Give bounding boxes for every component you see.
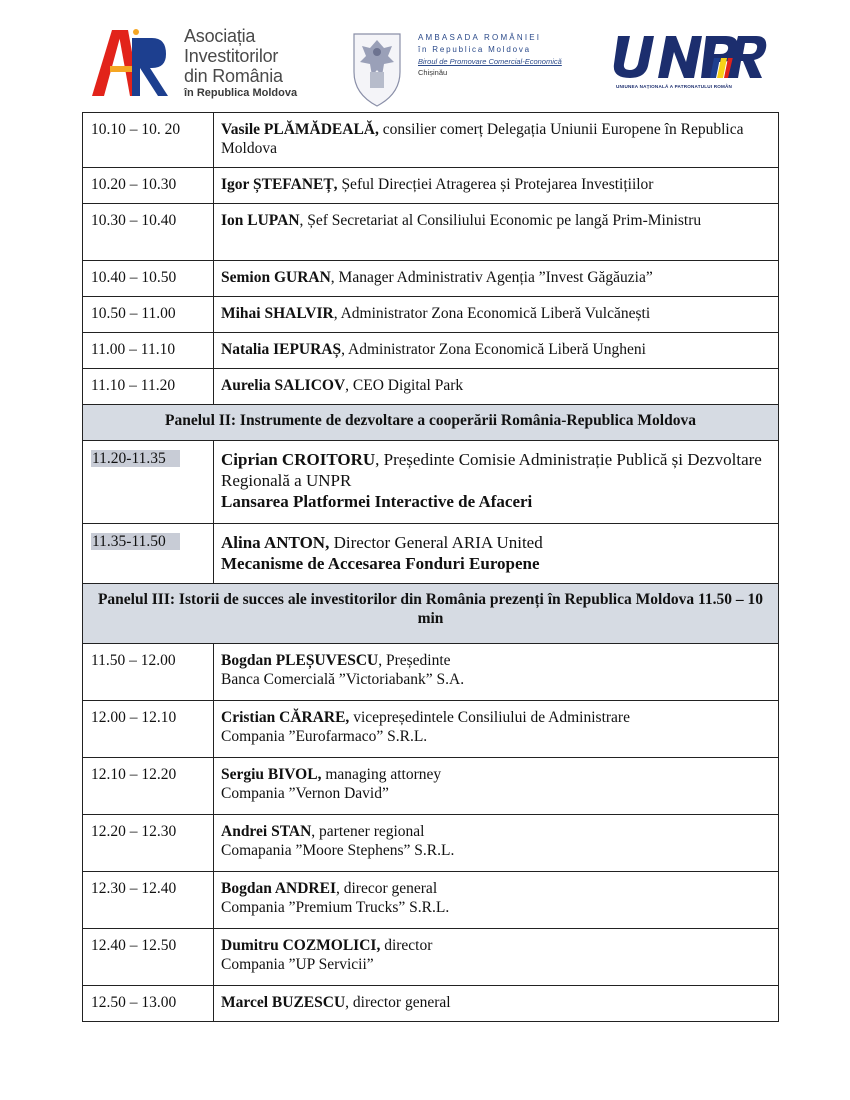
agenda-row <box>83 929 779 986</box>
coat-of-arms-icon <box>348 28 406 108</box>
agenda-row <box>83 369 779 405</box>
speaker-cell <box>214 333 779 369</box>
agenda-table <box>82 112 779 1022</box>
embassy-city: Chișinău <box>418 68 448 77</box>
speaker-cell <box>214 113 779 168</box>
company-name: Compania ”Premium Trucks” S.R.L. <box>221 899 450 916</box>
page-header <box>0 0 850 112</box>
speaker-role: , director general <box>345 994 451 1011</box>
speaker-role: director <box>380 937 433 954</box>
speaker-cell <box>214 441 779 524</box>
time-slot: 12.30 – 12.40 <box>83 872 214 929</box>
time-slot: 10.20 – 10.30 <box>83 168 214 204</box>
air-name-line-1: Asociația <box>184 26 256 46</box>
time-slot: 12.50 – 13.00 <box>83 986 214 1022</box>
speaker-role: Director General ARIA United <box>329 533 543 552</box>
speaker-name: Andrei STAN <box>221 823 312 840</box>
agenda-row <box>83 758 779 815</box>
speaker-name: Alina ANTON, <box>221 533 330 552</box>
speaker-name: Bogdan PLEȘUVESCU <box>221 652 379 669</box>
air-name-line-2: Investitorilor <box>184 46 279 66</box>
speaker-cell <box>214 758 779 815</box>
speaker-name: Natalia IEPURAȘ <box>221 341 342 358</box>
speaker-cell <box>214 369 779 405</box>
time-slot: 10.50 – 11.00 <box>83 297 214 333</box>
agenda-row <box>83 701 779 758</box>
speaker-role: , Administrator Zona Economică Liberă Ungheni <box>341 341 646 358</box>
agenda-row <box>83 261 779 297</box>
panel-3-title: Panelul III: Istorii de succes ale investitorilor din România prezenți în Republica Moldova 11.50 – 10 min <box>83 584 779 644</box>
speaker-role: , Administrator Zona Economică Liberă Vulcănești <box>333 305 651 322</box>
embassy-title: AMBASADA ROMÂNIEI <box>418 33 542 42</box>
time-slot: 12.40 – 12.50 <box>83 929 214 986</box>
agenda-row <box>83 872 779 929</box>
speaker-cell <box>214 929 779 986</box>
company-name: Compania ”Vernon David” <box>221 785 389 802</box>
company-name: Banca Comercială ”Victoriabank” S.A. <box>221 671 465 688</box>
time-slot <box>83 441 214 524</box>
company-name: Compania ”Eurofarmaco” S.R.L. <box>221 728 428 745</box>
speaker-cell <box>214 986 779 1022</box>
agenda-row <box>83 113 779 168</box>
speaker-name: Semion GURAN <box>221 269 331 286</box>
time-slot: 12.10 – 12.20 <box>83 758 214 815</box>
speaker-role: , direcor general <box>336 880 438 897</box>
panel-header-row <box>83 584 779 644</box>
speaker-role: , Șef Secretariat al Consiliului Economic pe langă Prim-Ministru <box>299 212 702 229</box>
time-slot: 10.10 – 10. 20 <box>83 113 214 168</box>
air-logo-mark-icon <box>88 26 172 98</box>
air-name-line-4: în Republica Moldova <box>184 87 298 99</box>
unpr-logo <box>610 28 770 96</box>
session-topic: Lansarea Platformei Interactive de Afaceri <box>221 492 533 511</box>
agenda-row <box>83 644 779 701</box>
time-slot: 11.50 – 12.00 <box>83 644 214 701</box>
company-name: Comapania ”Moore Stephens” S.R.L. <box>221 842 455 859</box>
speaker-role: vicepreședintele Consiliului de Administrare <box>349 709 630 726</box>
speaker-cell <box>214 204 779 261</box>
speaker-cell <box>214 297 779 333</box>
time-slot <box>83 524 214 584</box>
agenda-row <box>83 168 779 204</box>
unpr-caption: UNIUNEA NAȚIONALĂ A PATRONATULUI ROMÂN <box>616 84 733 89</box>
speaker-role: managing attorney <box>321 766 442 783</box>
speaker-cell <box>214 261 779 297</box>
time-slot: 11.00 – 11.10 <box>83 333 214 369</box>
time-slot: 10.30 – 10.40 <box>83 204 214 261</box>
speaker-cell <box>214 168 779 204</box>
speaker-role: , CEO Digital Park <box>345 377 464 394</box>
speaker-name: Dumitru COZMOLICI, <box>221 937 381 954</box>
speaker-name: Vasile PLĂMĂDEALĂ, <box>221 121 379 138</box>
agenda-row <box>83 333 779 369</box>
speaker-name: Ion LUPAN <box>221 212 300 229</box>
time-slot-highlight: 11.20-11.35 <box>91 450 180 467</box>
speaker-role: , partener regional <box>311 823 425 840</box>
session-topic: Mecanisme de Accesarea Fonduri Europene <box>221 554 540 573</box>
speaker-cell <box>214 872 779 929</box>
time-slot: 12.00 – 12.10 <box>83 701 214 758</box>
speaker-cell <box>214 701 779 758</box>
speaker-name: Aurelia SALICOV <box>221 377 346 394</box>
speaker-name: Cristian CĂRARE, <box>221 709 350 726</box>
agenda-row <box>83 524 779 584</box>
unpr-logo-mark-icon <box>610 28 770 82</box>
agenda-row <box>83 204 779 261</box>
speaker-name: Marcel BUZESCU <box>221 994 346 1011</box>
speaker-role: , Manager Administrativ Agenția ”Invest Găgăuzia” <box>330 269 653 286</box>
speaker-cell <box>214 644 779 701</box>
embassy-logo <box>348 28 598 108</box>
speaker-name: Mihai SHALVIR <box>221 305 334 322</box>
agenda-row <box>83 986 779 1022</box>
agenda-row <box>83 297 779 333</box>
speaker-name: Sergiu BIVOL, <box>221 766 322 783</box>
speaker-role: , Președinte Comisie Administrație Publică și Dezvoltare Regională a UNPR <box>221 450 762 490</box>
air-name-line-3: din România <box>184 66 283 86</box>
embassy-subtitle: în Republica Moldova <box>418 45 531 54</box>
speaker-role: , Președinte <box>378 652 451 669</box>
company-name: Compania ”UP Servicii” <box>221 956 374 973</box>
speaker-name: Igor ȘTEFANEȚ, <box>221 176 338 193</box>
agenda-row <box>83 815 779 872</box>
speaker-cell <box>214 524 779 584</box>
speaker-cell <box>214 815 779 872</box>
time-slot: 12.20 – 12.30 <box>83 815 214 872</box>
speaker-name: Ciprian CROITORU <box>221 450 376 469</box>
speaker-name: Bogdan ANDREI <box>221 880 336 897</box>
air-logo <box>88 26 298 102</box>
speaker-role: consilier comerț Delegația Uniunii Europene în Republica Moldova <box>221 121 744 157</box>
panel-header-row <box>83 405 779 441</box>
agenda-row <box>83 441 779 524</box>
time-slot: 10.40 – 10.50 <box>83 261 214 297</box>
time-slot: 11.10 – 11.20 <box>83 369 214 405</box>
embassy-office: Biroul de Promovare Comercial-Economică <box>418 57 562 66</box>
speaker-role: Șeful Direcției Atragerea și Protejarea Investițiilor <box>337 176 654 193</box>
panel-2-title: Panelul II: Instrumente de dezvoltare a cooperării România-Republica Moldova <box>83 405 779 441</box>
time-slot-highlight: 11.35-11.50 <box>91 533 180 550</box>
